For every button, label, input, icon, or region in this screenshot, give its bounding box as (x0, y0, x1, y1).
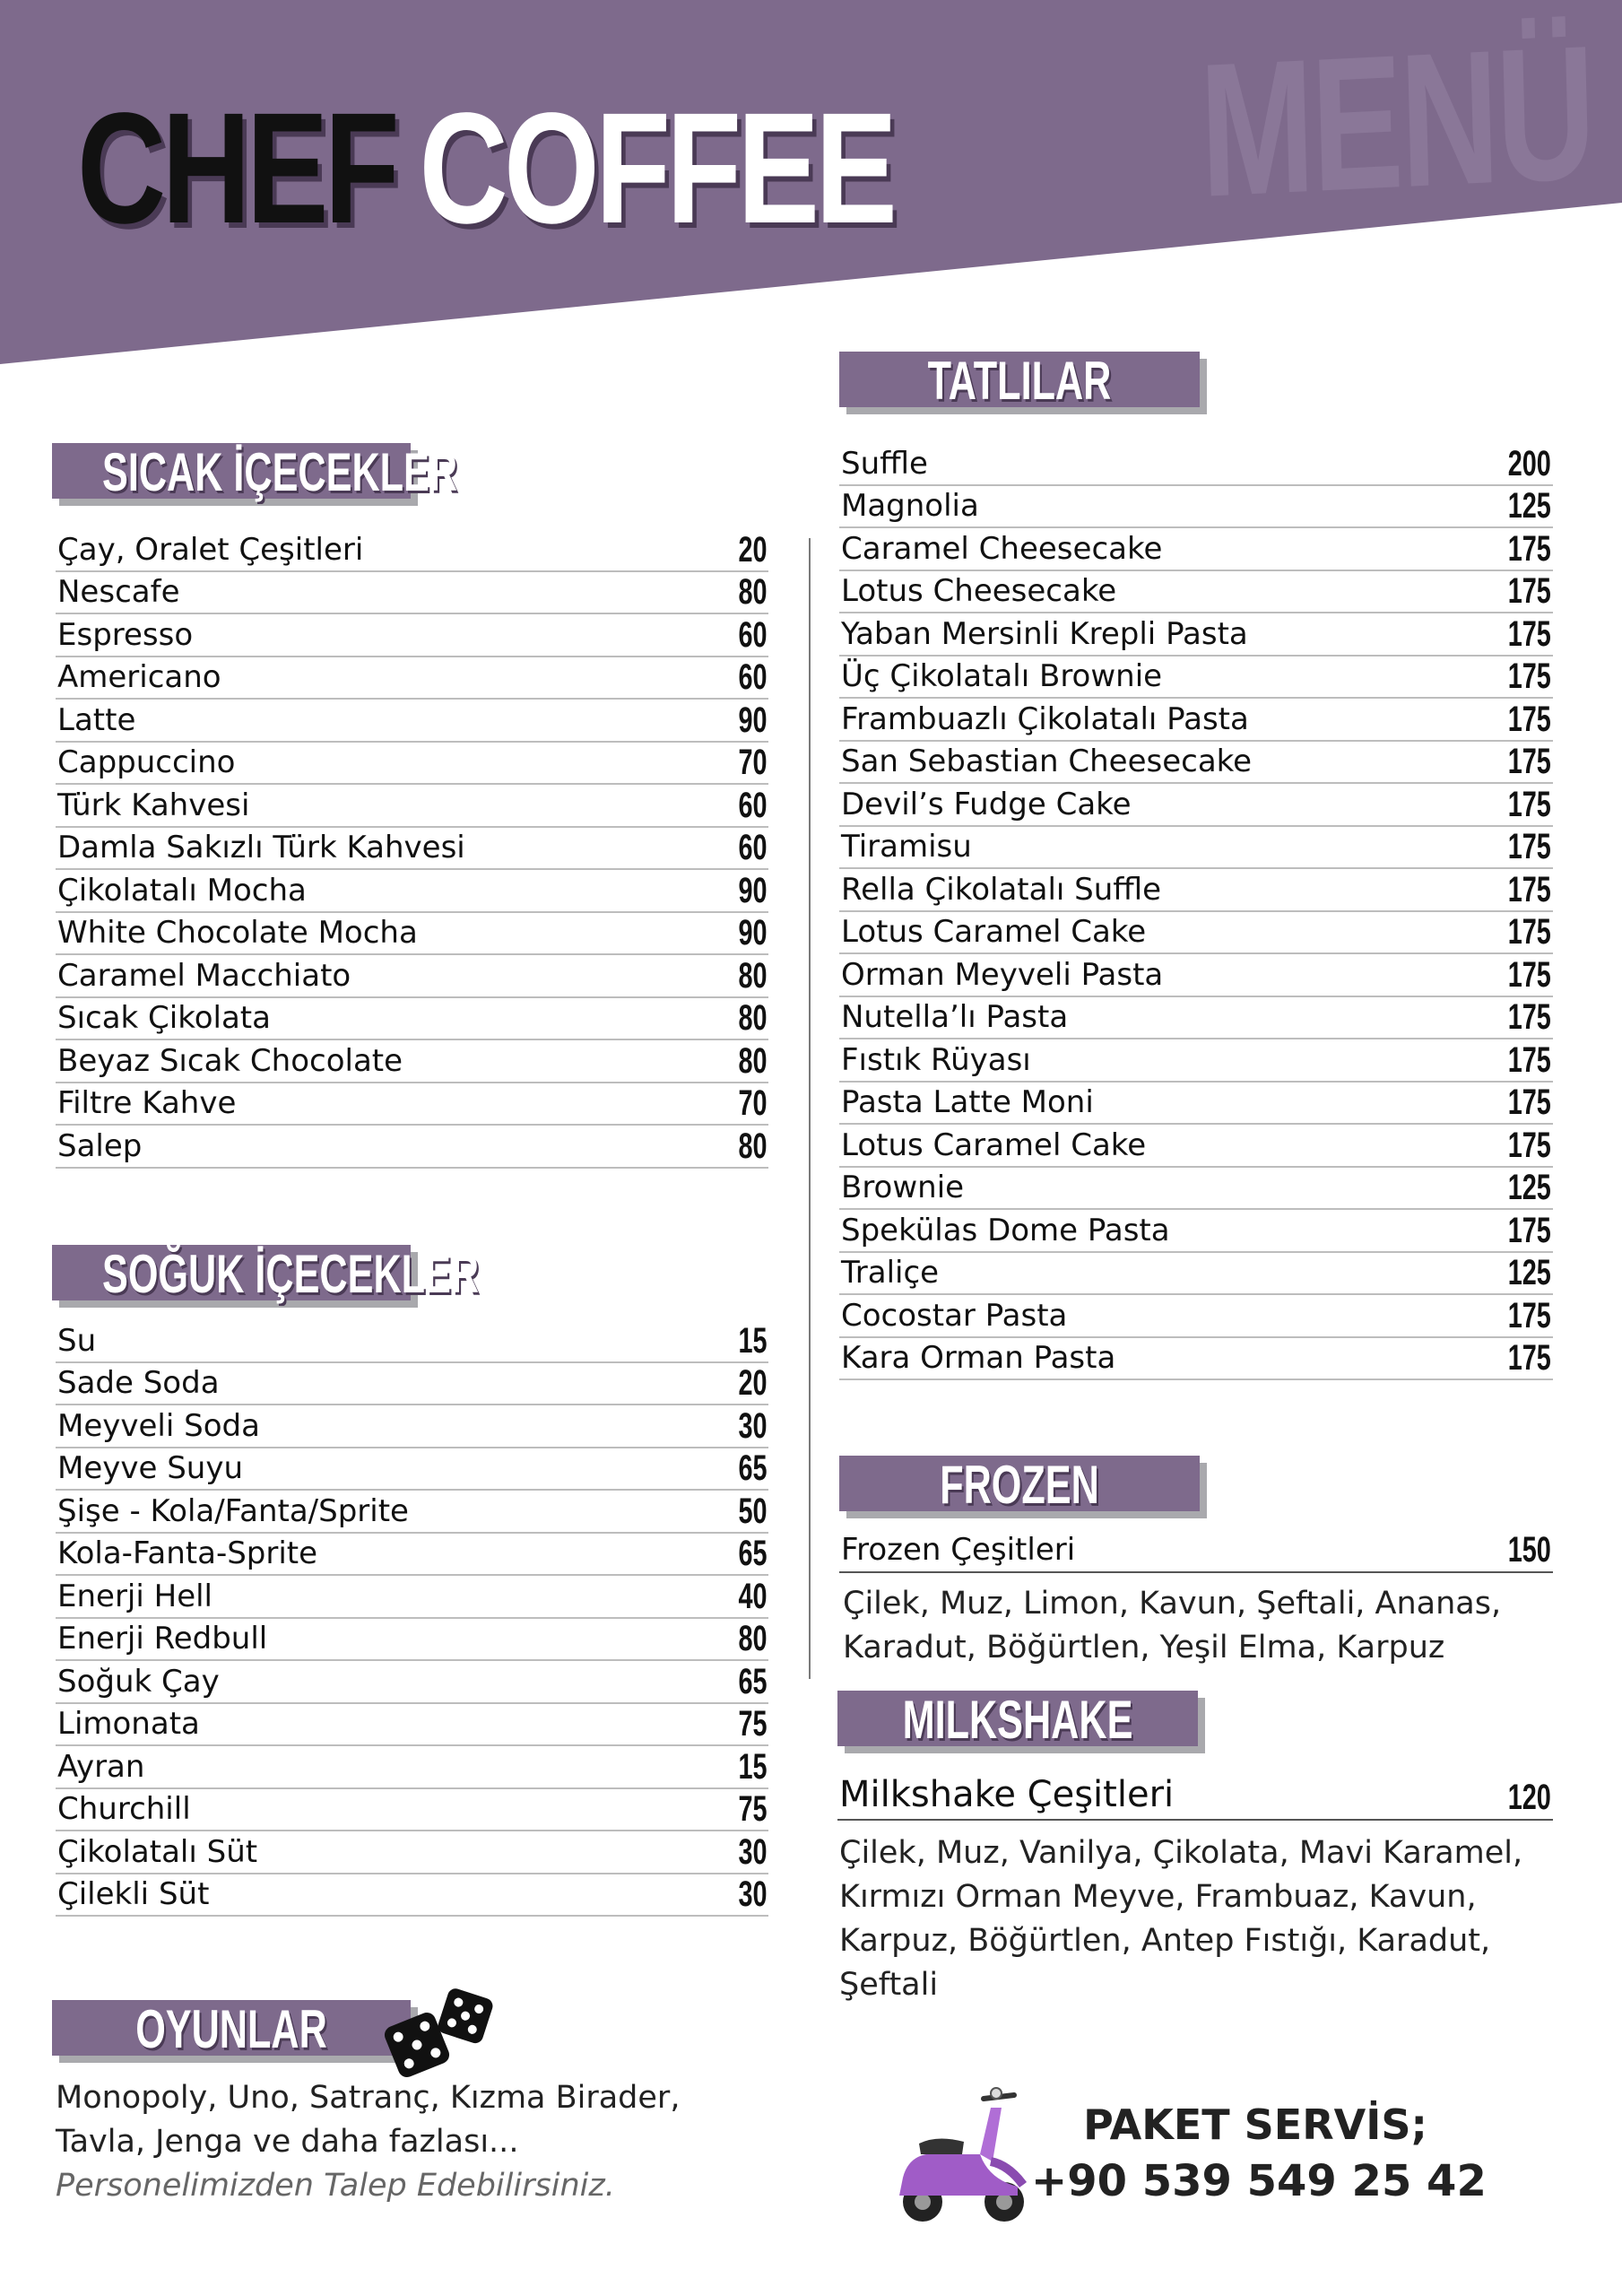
hot-drinks-title (52, 442, 458, 502)
menu-item-row (56, 1619, 768, 1662)
menu-item-name: Soğuk Çay (57, 1663, 220, 1700)
frozen-title (839, 1455, 1200, 1515)
menu-item-name: Kola-Fanta-Sprite (57, 1535, 318, 1571)
menu-item-row (56, 657, 768, 700)
menu-item-row (56, 828, 768, 871)
menu-item-name: Damla Sakızlı Türk Kahvesi (57, 830, 465, 865)
menu-item-row (56, 955, 768, 998)
menu-item-name: Lotus Caramel Cake (841, 1126, 1147, 1163)
milkshake-flavors-line-2: Kırmızı Orman Meyve, Frambuaz, Kavun, (839, 1879, 1477, 1915)
menu-item-name: Fıstık Rüyası (841, 1041, 1031, 1078)
milkshake-item-price: 120 (1507, 1778, 1551, 1817)
milkshake-flavors-line-3: Karpuz, Böğürtlen, Antep Fıstığı, Karadut, (839, 1923, 1491, 1959)
menu-item-row (56, 785, 768, 828)
games-note: Personelimizden Talep Edebilirsiniz. (56, 2168, 615, 2204)
menu-item-price: 175 (1507, 1210, 1551, 1250)
menu-item-price: 175 (1507, 742, 1551, 781)
menu-item-price: 90 (737, 913, 767, 952)
menu-item-price: 60 (737, 785, 767, 825)
menu-item-name: Meyveli Soda (57, 1407, 260, 1444)
games-title-text: OYUNLAR (135, 1999, 327, 2059)
menu-item-name: Limonata (57, 1706, 200, 1742)
menu-item-price: 15 (737, 1746, 767, 1787)
menu-item-row (56, 743, 768, 786)
menu-item-name: Çilekli Süt (57, 1876, 210, 1912)
menu-item-price: 60 (737, 657, 767, 697)
menu-item-name: Tiramisu (841, 829, 972, 865)
menu-item-price: 15 (737, 1320, 767, 1361)
menu-item-price: 20 (737, 1363, 767, 1403)
menu-item-price: 200 (1507, 443, 1551, 483)
menu-item-price: 30 (737, 1831, 767, 1872)
menu-item-name: Çikolatalı Süt (57, 1833, 258, 1870)
menu-item-row (56, 1789, 768, 1832)
menu-item-row (56, 1448, 768, 1492)
frozen-item-price: 150 (1507, 1530, 1551, 1570)
menu-item-price: 90 (737, 870, 767, 910)
menu-item-price: 60 (737, 828, 767, 867)
menu-item-price: 175 (1507, 827, 1551, 866)
menu-item-name: Brownie (841, 1170, 965, 1205)
desserts-list (839, 443, 1553, 1380)
menu-item-name: Pasta Latte Moni (841, 1084, 1094, 1120)
games-line-1: Monopoly, Uno, Satranç, Kızma Birader, (56, 2080, 681, 2116)
menu-item-name: Frambuazlı Çikolatalı Pasta (841, 700, 1249, 737)
menu-item-price: 75 (737, 1704, 767, 1744)
menu-item-name: Orman Meyveli Pasta (841, 956, 1164, 993)
menu-item-row (839, 954, 1553, 997)
hot-drinks-list (56, 529, 768, 1169)
menu-item-price: 175 (1507, 1125, 1551, 1165)
menu-item-name: Nutella’lı Pasta (841, 999, 1069, 1035)
menu-item-price: 175 (1507, 699, 1551, 739)
milkshake-flavors-line-1: Çilek, Muz, Vanilya, Çikolata, Mavi Karamel, (839, 1835, 1523, 1871)
milkshake-flavors-line-4: Şeftali (839, 1967, 939, 2003)
brand-part-chef: CHEF (77, 81, 395, 257)
menu-item-price: 175 (1507, 784, 1551, 824)
menu-item-row (56, 870, 768, 913)
games-line-2: Tavla, Jenga ve daha fazlası... (56, 2124, 519, 2160)
menu-item-name: Sıcak Çikolata (57, 1000, 271, 1036)
menu-item-row (839, 1125, 1553, 1168)
menu-item-row (56, 1040, 768, 1083)
brand-part-coffee: COFFEE (419, 81, 894, 257)
menu-item-price: 30 (737, 1874, 767, 1914)
menu-item-row (56, 1534, 768, 1577)
menu-item-row (839, 571, 1553, 614)
cold-drinks-list (56, 1320, 768, 1917)
menu-item-row (56, 1746, 768, 1789)
menu-item-name: Spekülas Dome Pasta (841, 1212, 1170, 1248)
menu-item-price: 60 (737, 614, 767, 655)
menu-item-name: Beyaz Sıcak Chocolate (57, 1042, 403, 1079)
menu-item-price: 125 (1507, 1253, 1551, 1292)
scooter-icon (883, 2072, 1045, 2233)
menu-item-name: Caramel Macchiato (57, 957, 351, 994)
menu-item-row (56, 913, 768, 956)
menu-item-row (56, 572, 768, 615)
games-title (52, 1999, 411, 2059)
menu-item-name: Magnolia (841, 488, 979, 524)
menu-item-name: Sade Soda (57, 1365, 220, 1401)
desserts-title (839, 351, 1200, 411)
menu-item-row (839, 1083, 1553, 1126)
menu-item-price: 175 (1507, 997, 1551, 1037)
menu-item-row (839, 1168, 1553, 1211)
cold-drinks-title-text: SOĞUK İÇECEKLER (102, 1244, 480, 1304)
menu-item-price: 175 (1507, 1083, 1551, 1122)
menu-item-row (839, 699, 1553, 742)
menu-item-row (56, 1405, 768, 1448)
menu-item-row (839, 827, 1553, 870)
menu-item-name: Caramel Cheesecake (841, 530, 1163, 567)
menu-item-price: 65 (737, 1534, 767, 1573)
menu-item-row (839, 528, 1553, 571)
menu-item-row (56, 1491, 768, 1534)
menu-item-price: 175 (1507, 1338, 1551, 1378)
menu-item-price: 90 (737, 700, 767, 740)
menu-item-price: 175 (1507, 528, 1551, 569)
menu-item-price: 175 (1507, 657, 1551, 696)
menu-item-price: 125 (1507, 1168, 1551, 1207)
frozen-flavors-line-1: Çilek, Muz, Limon, Kavun, Şeftali, Ananas, (843, 1586, 1502, 1622)
menu-item-price: 80 (737, 1619, 767, 1658)
milkshake-title-text: MILKSHAKE (902, 1690, 1133, 1750)
menu-item-row (839, 1039, 1553, 1083)
menu-item-name: Espresso (57, 616, 194, 653)
menu-item-row (839, 912, 1553, 955)
frozen-flavors-line-2: Karadut, Böğürtlen, Yeşil Elma, Karpuz (843, 1630, 1445, 1665)
frozen-title-text: FROZEN (940, 1455, 1099, 1515)
menu-item-name: Meyve Suyu (57, 1450, 244, 1486)
hot-drinks-title-text: SICAK İÇECEKLER (102, 442, 458, 502)
menu-item-row (56, 1661, 768, 1704)
menu-item-row (839, 1253, 1553, 1296)
milkshake-item-row (837, 1760, 1553, 1821)
column-divider (809, 538, 811, 1679)
menu-item-name: Filtre Kahve (57, 1085, 237, 1121)
menu-item-row (56, 1320, 768, 1363)
menu-item-row (839, 869, 1553, 912)
menu-item-name: Enerji Hell (57, 1578, 213, 1614)
menu-item-row (56, 1704, 768, 1747)
menu-item-price: 80 (737, 1040, 767, 1081)
menu-item-name: Latte (57, 701, 136, 738)
menu-item-name: Traliçe (841, 1255, 940, 1291)
menu-item-name: Devil’s Fudge Cake (841, 786, 1132, 822)
menu-item-price: 175 (1507, 613, 1551, 654)
milkshake-item-name: Milkshake Çeşitleri (839, 1774, 1175, 1815)
menu-item-row (56, 614, 768, 657)
menu-item-row (56, 998, 768, 1041)
menu-item-row (56, 529, 768, 572)
menu-item-name: Lotus Caramel Cake (841, 914, 1147, 950)
menu-item-price: 75 (737, 1789, 767, 1829)
menu-item-name: Salep (57, 1127, 143, 1164)
menu-item-price: 20 (737, 529, 767, 570)
menu-item-price: 30 (737, 1405, 767, 1446)
menu-item-name: Enerji Redbull (57, 1621, 268, 1657)
menu-item-name: Nescafe (57, 574, 180, 610)
menu-item-row (839, 784, 1553, 827)
menu-item-price: 80 (737, 1126, 767, 1166)
frozen-item-row (839, 1523, 1553, 1573)
brand-logo (77, 81, 894, 257)
menu-item-name: Suffle (841, 445, 928, 482)
menu-item-name: Ayran (57, 1748, 145, 1785)
menu-item-name: Lotus Cheesecake (841, 573, 1117, 609)
menu-item-name: Üç Çikolatalı Brownie (841, 658, 1163, 694)
menu-item-row (56, 1576, 768, 1619)
menu-item-price: 80 (737, 998, 767, 1038)
delivery-phone: +90 539 549 25 42 (1031, 2156, 1487, 2206)
menu-item-row (839, 1338, 1553, 1381)
menu-item-price: 175 (1507, 1039, 1551, 1080)
menu-item-row (56, 1831, 768, 1874)
menu-item-name: Kara Orman Pasta (841, 1340, 1116, 1376)
menu-item-name: Çikolatalı Mocha (57, 872, 307, 909)
menu-item-price: 80 (737, 955, 767, 996)
menu-item-price: 80 (737, 572, 767, 612)
menu-item-price: 70 (737, 1083, 767, 1123)
cold-drinks-title (52, 1244, 480, 1304)
menu-item-row (839, 443, 1553, 486)
menu-item-name: Çay, Oralet Çeşitleri (57, 531, 364, 568)
menu-item-row (56, 1363, 768, 1406)
milkshake-title (837, 1690, 1198, 1750)
menu-item-name: Cocostar Pasta (841, 1297, 1068, 1334)
menu-item-name: Yaban Mersinli Krepli Pasta (841, 615, 1248, 652)
menu-item-price: 40 (737, 1576, 767, 1616)
dice-icon (381, 1982, 498, 2081)
menu-item-name: San Sebastian Cheesecake (841, 744, 1253, 779)
menu-item-price: 175 (1507, 869, 1551, 909)
menu-item-name: Rella Çikolatalı Suffle (841, 871, 1162, 908)
menu-item-price: 125 (1507, 486, 1551, 526)
menu-item-name: Americano (57, 659, 221, 695)
desserts-title-text: TATLILAR (927, 351, 1112, 411)
menu-item-name: Su (57, 1322, 97, 1359)
menu-item-name: Şişe - Kola/Fanta/Sprite (57, 1492, 409, 1529)
menu-item-price: 65 (737, 1661, 767, 1701)
menu-item-price: 70 (737, 743, 767, 782)
menu-item-name: Cappuccino (57, 744, 236, 780)
menu-item-row (839, 486, 1553, 529)
menu-item-price: 175 (1507, 954, 1551, 995)
frozen-item-name: Frozen Çeşitleri (841, 1532, 1076, 1568)
menu-item-row (56, 1874, 768, 1918)
menu-item-row (839, 613, 1553, 657)
menu-item-price: 175 (1507, 1295, 1551, 1335)
menu-item-row (839, 997, 1553, 1040)
menu-item-name: Churchill (57, 1791, 191, 1827)
delivery-label: PAKET SERVİS; (1083, 2100, 1427, 2149)
menu-watermark: MENÜ (1197, 4, 1596, 237)
menu-item-name: Türk Kahvesi (57, 787, 250, 823)
menu-item-price: 65 (737, 1448, 767, 1488)
menu-item-row (56, 700, 768, 743)
menu-item-row (839, 657, 1553, 700)
menu-item-row (839, 1295, 1553, 1338)
menu-item-row (839, 1210, 1553, 1253)
menu-item-row (56, 1083, 768, 1126)
menu-item-row (839, 742, 1553, 785)
menu-item-price: 50 (737, 1491, 767, 1531)
menu-item-price: 175 (1507, 571, 1551, 611)
menu-item-price: 175 (1507, 912, 1551, 952)
menu-item-name: White Chocolate Mocha (57, 915, 418, 951)
menu-item-row (56, 1126, 768, 1169)
